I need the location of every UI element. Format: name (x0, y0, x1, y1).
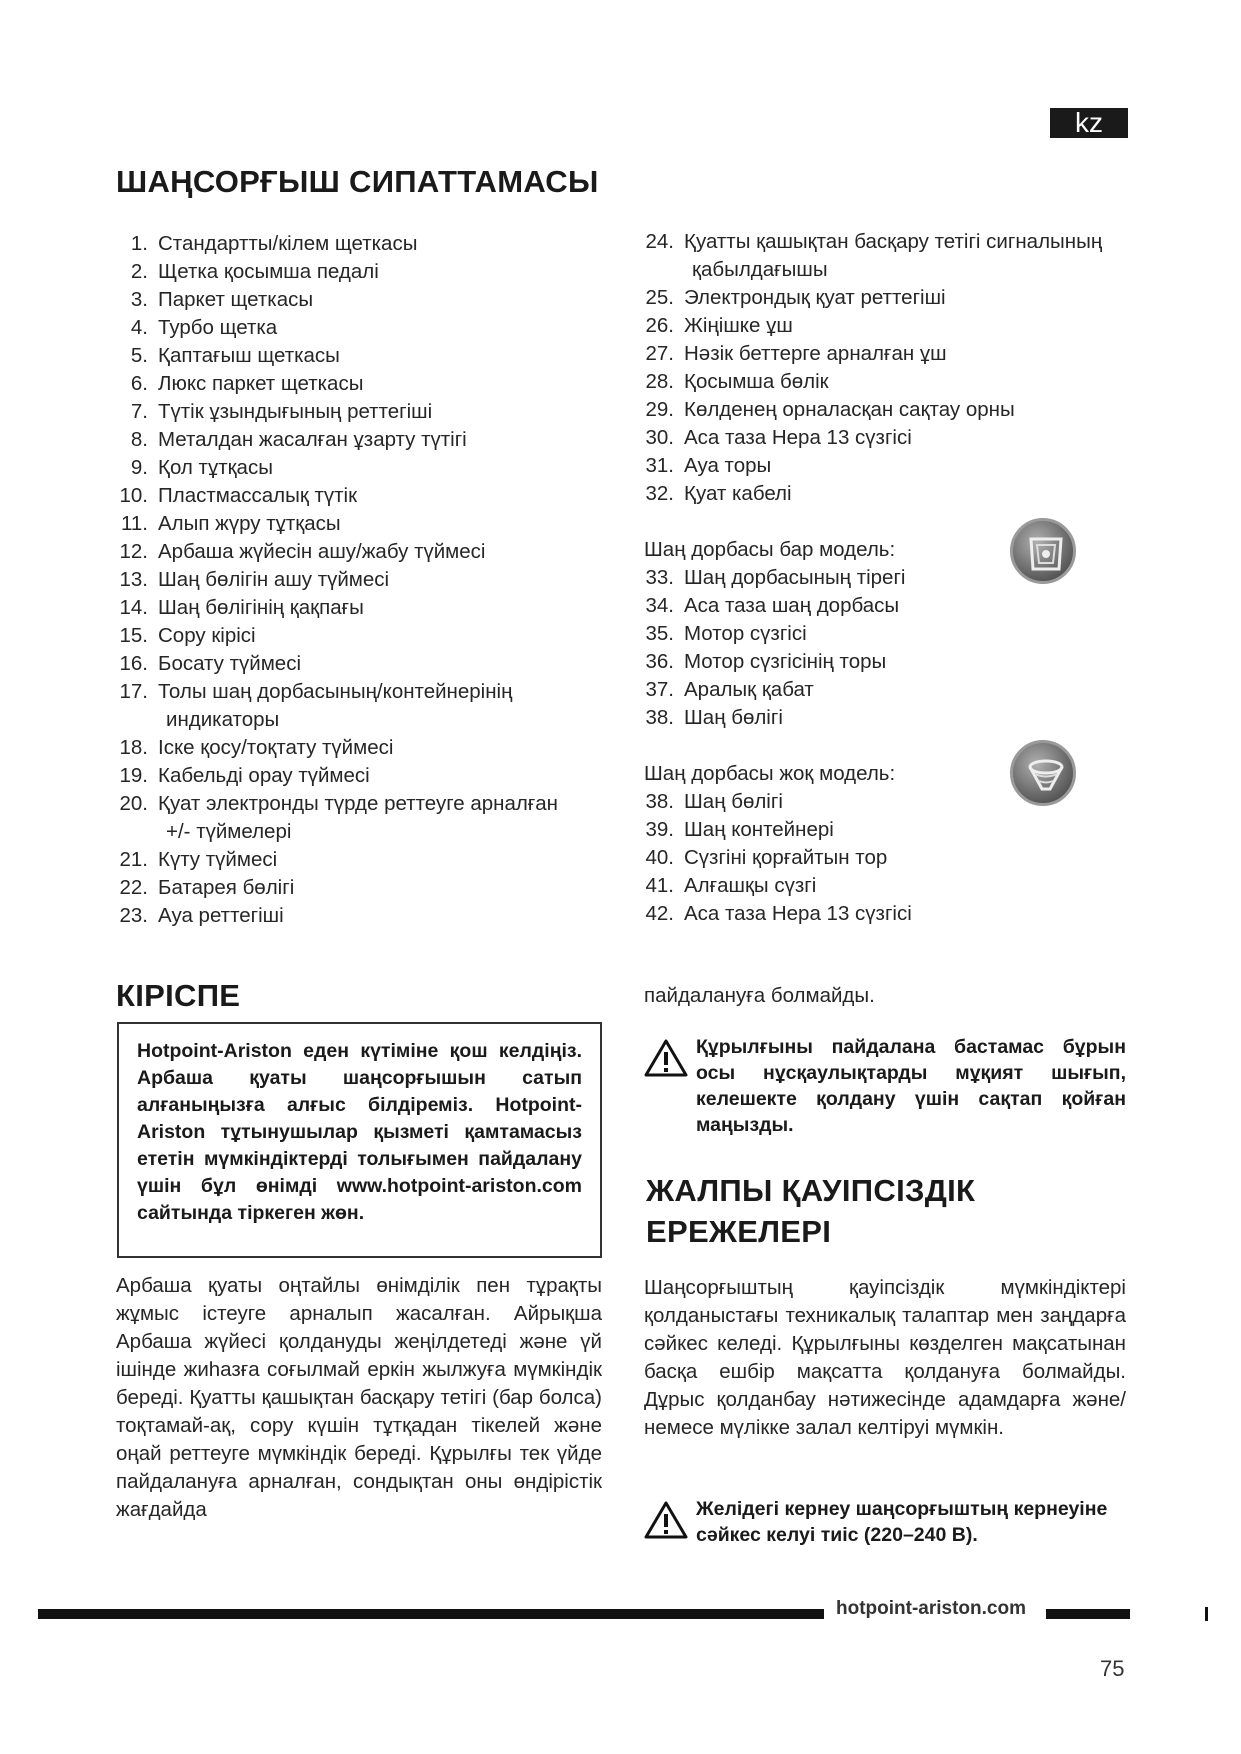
list-item (640, 620, 1140, 648)
page-number: 75 (1100, 1656, 1125, 1681)
list-item (640, 368, 1140, 396)
list-item (640, 704, 1140, 732)
list-item-continuation: индикаторы (166, 708, 280, 731)
item-number: 4. (130, 316, 148, 339)
item-number: 17. (119, 680, 148, 703)
item-text: Түтік ұзындығының реттегіші (158, 400, 433, 423)
item-number: 31. (645, 454, 674, 477)
list-item (114, 454, 604, 482)
section-title-introduction: КІРІСПЕ (116, 978, 241, 1013)
item-number: 24. (645, 230, 674, 253)
item-text: Шаң бөлігі (684, 706, 783, 729)
warning-triangle-icon (644, 1038, 688, 1078)
item-text: Щетка қосымша педалі (158, 260, 379, 283)
item-number: 35. (645, 622, 674, 645)
item-number: 32. (645, 482, 674, 505)
item-text: Күту түймесі (158, 848, 278, 871)
list-item (114, 734, 604, 762)
item-text: Кабельді орау түймесі (158, 764, 370, 787)
item-text: Мотор сүзгісінің торы (684, 650, 887, 673)
list-item (114, 790, 604, 818)
item-text: Нәзік беттерге арналған ұш (684, 342, 947, 365)
item-number: 38. (645, 706, 674, 729)
item-number: 30. (645, 426, 674, 449)
list-item (640, 816, 1140, 844)
bag-model-heading: Шаң дорбасы бар модель: (644, 538, 896, 561)
list-item-continuation: +/- түймелері (166, 820, 292, 843)
bagless-model-parts-list (640, 788, 1140, 928)
item-text: Қуат кабелі (684, 482, 792, 505)
parts-list-left (114, 230, 604, 930)
list-item (640, 592, 1140, 620)
bagless-model-heading: Шаң дорбасы жоқ модель: (644, 762, 896, 785)
item-number: 12. (119, 540, 148, 563)
item-text: Ауа торы (684, 454, 772, 477)
item-text: Сүзгіні қорғайтын тор (684, 846, 888, 869)
footer-rule-left (38, 1609, 824, 1619)
item-text: Арбаша жүйесін ашу/жабу түймесі (158, 540, 486, 563)
warning-triangle-icon (644, 1500, 688, 1540)
item-text: Мотор сүзгісі (684, 622, 807, 645)
intro-paragraph-continuation: пайдалануға болмайды. (644, 984, 875, 1007)
item-text: Шаң бөлігі (684, 790, 783, 813)
list-item (114, 314, 604, 342)
item-text: Сору кірісі (158, 624, 256, 647)
item-text: Аралық қабат (684, 678, 814, 701)
item-text: Шаң дорбасының тірегі (684, 566, 906, 589)
item-text: Батарея бөлігі (158, 876, 295, 899)
item-number: 23. (119, 904, 148, 927)
list-item (114, 482, 604, 510)
item-text: Пластмассалық түтік (158, 484, 358, 507)
item-text: Шаң бөлігін ашу түймесі (158, 568, 390, 591)
read-instructions-warning (644, 1034, 1126, 1138)
list-item (640, 844, 1140, 872)
item-number: 22. (119, 876, 148, 899)
warning-text: Құрылғыны пайдалана бастамас бұрын осы нұсқаулықтарды мұқият шығып, келешекте қолдану үшін сақтап қойған маңызды. (696, 1036, 1126, 1136)
welcome-box: Hotpoint-Ariston еден күтіміне қош келдіңіз. Арбаша қуаты шаңсорғышын сатып алғаныңызға алғыс білдіреміз. Hotpoint-Ariston тұтынушылар қызметі қамтамасыз ететін мүмкіндіктерді толығымен пайдалану үшін бұл өнімді www.hotpoint-ariston.com сайтында тіркеген жөн. (117, 1022, 602, 1258)
footer-tick (1205, 1607, 1208, 1621)
list-item (114, 286, 604, 314)
item-number: 33. (645, 566, 674, 589)
voltage-warning (644, 1496, 1144, 1548)
item-number: 7. (130, 400, 148, 423)
item-number: 37. (645, 678, 674, 701)
item-number: 15. (119, 624, 148, 647)
safety-paragraph: Шаңсорғыштың қауіпсіздік мүмкіндіктері қолданыстағы техникалық талаптар мен заңдарға сәйкес келеді. Құрылғыны көзделген мақсатынан басқа ешбір мақсатта қолдануға болмайды. Дұрыс қолданбау нәтижесінде адамдарға және/немесе мүлікке залал келтіруі мүмкін. (644, 1276, 1126, 1439)
item-text: Қаптағыш щеткасы (158, 344, 340, 367)
section-title-safety: ЖАЛПЫ ҚАУІПСІЗДІК ЕРЕЖЕЛЕРІ (646, 1173, 976, 1249)
list-item (114, 622, 604, 650)
intro-paragraph: Арбаша қуаты оңтайлы өнімділік пен тұрақты жұмыс істеуге арналып жасалған. Айрықша Арбаша жүйесі қолдануды жеңілдетеді және үй ішінде жиһазға соғылмай еркін жылжуға мүмкіндік береді. Қуатты қашықтан басқару тетігі (бар болса) тоқтамай-ақ, сору күшін тұтқадан тікелей және оңай реттеуге мүмкіндік береді. Құрылғы тек үйде пайдалануға арналған, сондықтан оны өндірістік жағдайда (116, 1274, 602, 1521)
item-number: 42. (645, 902, 674, 925)
item-text: Шаң контейнері (684, 818, 834, 841)
list-item (114, 538, 604, 566)
list-item (114, 398, 604, 426)
item-number: 10. (119, 484, 148, 507)
list-item (640, 676, 1140, 704)
item-number: 9. (130, 456, 148, 479)
item-text: Алып жүру тұтқасы (158, 512, 341, 535)
list-item (114, 566, 604, 594)
language-badge: kz (1050, 108, 1128, 138)
item-text: Аса таза Hepa 13 сүзгісі (684, 902, 912, 925)
list-item (114, 342, 604, 370)
list-item (114, 258, 604, 286)
item-number: 20. (119, 792, 148, 815)
item-text: Іске қосу/тоқтату түймесі (158, 736, 394, 759)
item-text: Көлденең орналасқан сақтау орны (684, 398, 1015, 421)
list-item (640, 284, 1140, 312)
list-item (114, 370, 604, 398)
section-title-description: ШАҢСОРҒЫШ СИПАТТАМАСЫ (116, 164, 599, 199)
list-item (640, 788, 1140, 816)
item-number: 36. (645, 650, 674, 673)
footer-url: hotpoint-ariston.com (836, 1598, 1026, 1619)
item-text: Электрондық қуат реттегіші (684, 286, 946, 309)
item-text: Люкс паркет щеткасы (158, 372, 364, 395)
item-number: 2. (130, 260, 148, 283)
list-item (114, 594, 604, 622)
list-item (114, 762, 604, 790)
item-number: 14. (119, 596, 148, 619)
item-number: 34. (645, 594, 674, 617)
item-number: 28. (645, 370, 674, 393)
list-item (640, 312, 1140, 340)
item-text: Қуат электронды түрде реттеуге арналған (158, 792, 559, 815)
list-item (640, 872, 1140, 900)
list-item (640, 396, 1140, 424)
item-text: Стандартты/кілем щеткасы (158, 232, 418, 255)
item-number: 5. (130, 344, 148, 367)
item-number: 19. (119, 764, 148, 787)
item-number: 6. (130, 372, 148, 395)
item-number: 38. (645, 790, 674, 813)
item-text: Жіңішке ұш (684, 314, 793, 337)
item-number: 1. (130, 232, 148, 255)
bag-model-parts-list (640, 564, 1140, 732)
list-item (640, 900, 1140, 928)
list-item (640, 424, 1140, 452)
item-text: Аса таза шаң дорбасы (684, 594, 900, 617)
item-text: Қосымша бөлік (684, 370, 829, 393)
list-item (114, 846, 604, 874)
list-item (640, 564, 1140, 592)
voltage-warning-text: Желідегі кернеу шаңсорғыштың кернеуіне сәйкес келуі тиіс (220–240 В). (696, 1498, 1108, 1546)
list-item (640, 480, 1140, 508)
list-item (114, 426, 604, 454)
item-number: 40. (645, 846, 674, 869)
list-item (114, 230, 604, 258)
item-number: 21. (119, 848, 148, 871)
list-item (640, 648, 1140, 676)
item-text: Аса таза Hepa 13 сүзгісі (684, 426, 912, 449)
item-number: 13. (119, 568, 148, 591)
list-item-continuation: қабылдағышы (692, 258, 828, 281)
item-text: Алғашқы сүзгі (684, 874, 817, 897)
item-text: Толы шаң дорбасының/контейнерінің (158, 680, 513, 703)
list-item (114, 650, 604, 678)
item-text: Босату түймесі (158, 652, 302, 675)
item-number: 18. (119, 736, 148, 759)
item-text: Қуатты қашықтан басқару тетігі сигналының (684, 230, 1103, 253)
item-number: 39. (645, 818, 674, 841)
list-item (114, 678, 604, 706)
list-item (640, 228, 1140, 256)
item-text: Турбо щетка (158, 316, 278, 339)
footer-rule-right (1046, 1609, 1130, 1619)
item-text: Ауа реттегіші (158, 904, 284, 927)
item-number: 16. (119, 652, 148, 675)
item-number: 41. (645, 874, 674, 897)
item-number: 3. (130, 288, 148, 311)
list-item (640, 452, 1140, 480)
item-number: 11. (121, 512, 148, 535)
item-text: Паркет щеткасы (158, 288, 314, 311)
item-number: 29. (645, 398, 674, 421)
list-item (114, 902, 604, 930)
list-item (114, 874, 604, 902)
list-item (114, 510, 604, 538)
parts-list-right (640, 228, 1140, 508)
item-text: Қол тұтқасы (158, 456, 273, 479)
item-number: 27. (645, 342, 674, 365)
list-item (640, 340, 1140, 368)
item-text: Шаң бөлігінің қақпағы (158, 596, 364, 619)
item-text: Металдан жасалған ұзарту түтігі (158, 428, 467, 451)
item-number: 8. (130, 428, 148, 451)
item-number: 25. (645, 286, 674, 309)
item-number: 26. (645, 314, 674, 337)
